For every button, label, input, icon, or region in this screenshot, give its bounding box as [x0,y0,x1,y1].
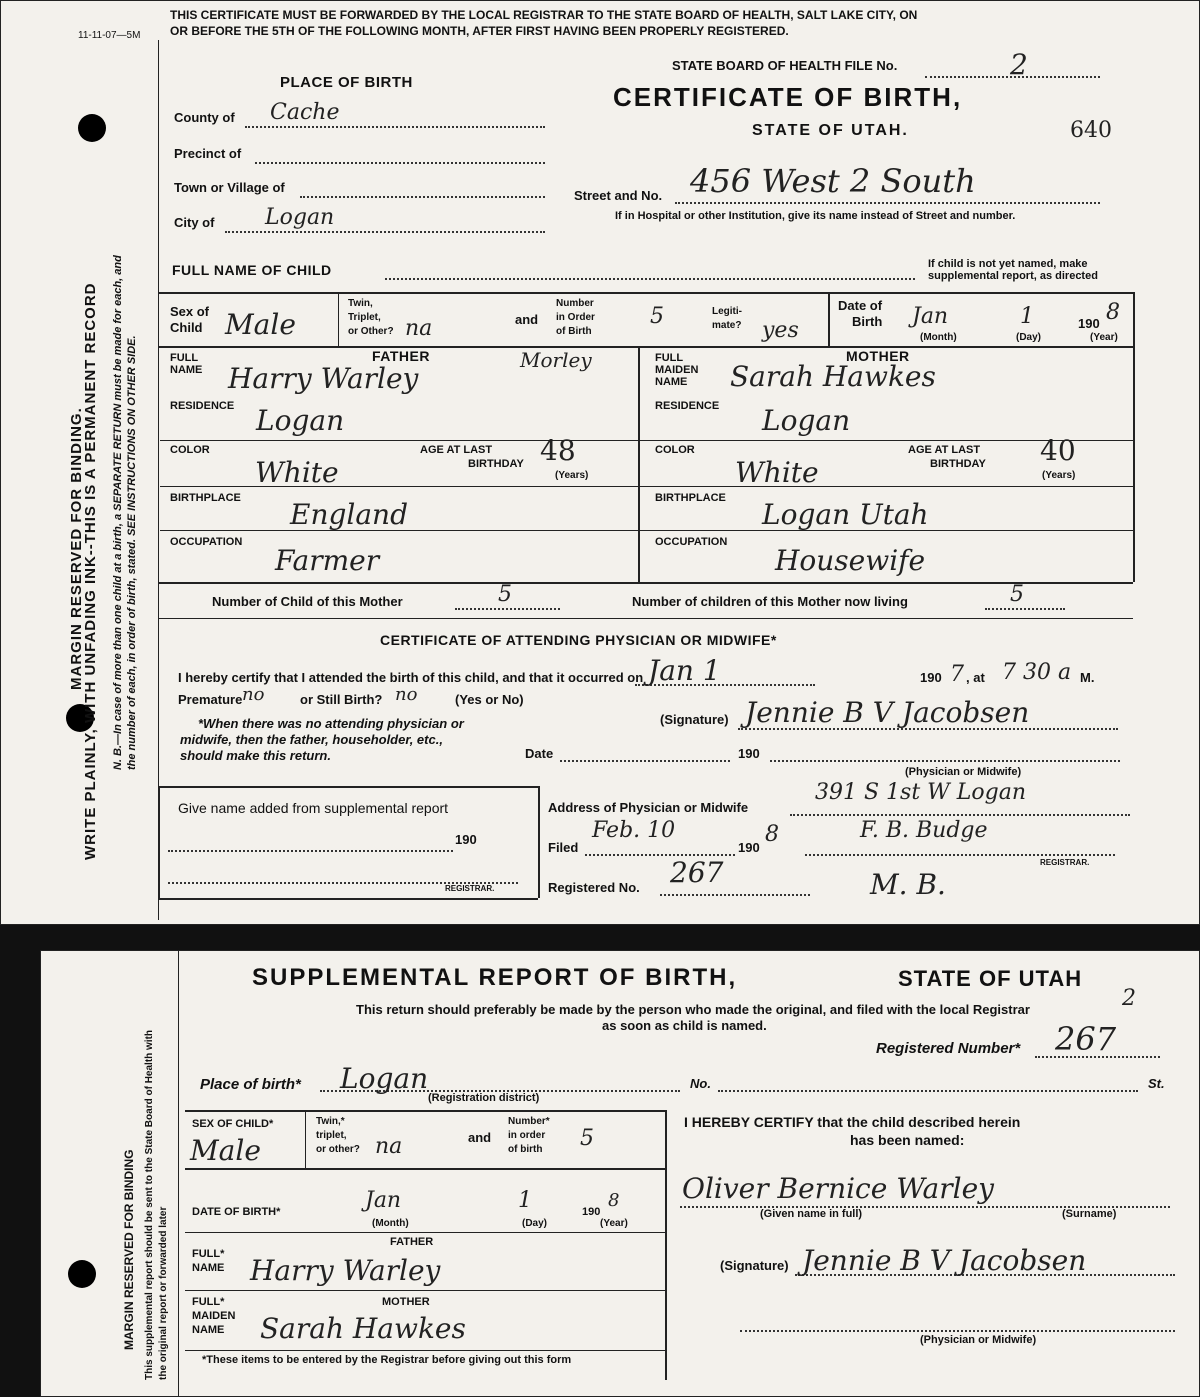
day-label: (Day) [522,1218,548,1229]
mother-color-label: COLOR [655,444,695,456]
dob-year-value: 8 [1106,300,1120,325]
certify-text: I hereby certify that I attended the birth of this child, and that it occurred on [178,670,644,685]
order-label-2: in Order [556,312,595,323]
dob-year-prefix: 190 [1078,316,1100,331]
registrar-signature: F. B. Budge [860,818,988,843]
binding-hole [68,1260,96,1288]
order-label-1: Number [556,298,594,309]
registrar-label: REGISTRAR. [1040,858,1090,867]
sex-label: SEX OF CHILD* [192,1118,274,1130]
pob-label: Place of birth* [200,1076,301,1093]
hospital-note: If in Hospital or other Institution, give its name instead of Street and number. [615,210,1016,222]
father-color: White [255,456,339,489]
surname-label: (Surname) [1062,1208,1117,1220]
dob-day: 1 [518,1188,532,1213]
month-label: (Month) [372,1218,409,1229]
father-age: 48 [540,434,576,467]
dob-label-2: Birth [852,314,883,329]
date-label: Date [525,746,554,761]
twin-label-1: Twin,* [316,1116,345,1127]
father-age-label-2: BIRTHDAY [468,458,524,470]
supplemental-margin-note-2: the original report or forwarded later [158,1206,169,1380]
registered-number-label: Registered Number* [876,1040,1021,1057]
mother-residence: Logan [762,404,851,437]
num-living-label: Number of children of this Mother now living [632,594,908,609]
certify-date: Jan 1 [648,654,721,687]
sex-value: Male [190,1134,261,1167]
registered-no-value: 267 [670,856,724,889]
order-value: 5 [650,304,664,329]
mother-residence-label: RESIDENCE [655,400,720,412]
mother-name: Sarah Hawkes [260,1312,466,1345]
precinct-label: Precinct of [174,146,242,161]
still-birth-value: no [395,684,418,705]
physician-address: 391 S 1st W Logan [815,780,1026,805]
st-label: St. [1148,1076,1165,1091]
mother-years-label: (Years) [1042,470,1076,481]
write-plainly-text: WRITE PLAINLY, WITH UNFADING INK--THIS IS A PERMANENT RECORD [82,282,99,860]
city-label: City of [174,215,215,230]
given-name-label: (Given name in full) [760,1208,863,1220]
dob-year: 8 [608,1190,620,1211]
certify-line-2: has been named: [850,1132,965,1148]
certificate-title: CERTIFICATE OF BIRTH, [613,82,963,112]
supplemental-name-label: Give name added from supplemental report [178,800,449,816]
twin-label-2: triplet, [316,1130,347,1141]
mother-birthplace-label: BIRTHPLACE [655,492,726,504]
and-label: and [515,312,539,327]
num-child-label: Number of Child of this Mother [212,594,403,609]
note-line-1: *When there was no attending physician or [198,716,464,731]
father-occupation: Farmer [275,544,380,577]
registration-district-label: (Registration district) [428,1092,540,1104]
file-no-label: STATE BOARD OF HEALTH FILE No. [672,58,898,73]
mother-name-label: NAME [192,1324,225,1336]
supplemental-intro-2: as soon as child is named. [602,1018,767,1033]
registered-number-value: 267 [1055,1020,1117,1058]
twin-label-2: Triplet, [348,312,381,323]
father-name-correction: Morley [520,348,592,372]
mother-age-label-1: AGE AT LAST [908,444,981,456]
margin-reserved-text: MARGIN RESERVED FOR BINDING [122,1149,136,1350]
county-value: Cache [270,100,340,125]
premature-label: Premature [178,692,243,707]
mother-birthplace: Logan Utah [762,498,929,531]
not-named-note-1: If child is not yet named, make [928,258,1088,270]
mother-name-label: NAME [655,376,688,388]
street-value: 456 West 2 South [690,162,976,200]
registrar-footnote: *These items to be entered by the Registrar before giving out this form [202,1354,572,1366]
mother-maiden-label: MAIDEN [655,364,699,376]
num-child-value: 5 [498,582,512,607]
place-of-birth-heading: PLACE OF BIRTH [280,74,413,91]
filed-year-prefix: 190 [738,840,760,855]
physician-signature: Jennie B V Jacobsen [745,696,1030,729]
physician-midwife-label: (Physician or Midwife) [905,766,1022,778]
child-name: Oliver Bernice Warley [682,1172,994,1205]
city-value: Logan [265,205,335,230]
still-birth-label: or Still Birth? [300,692,383,707]
supplemental-state: STATE OF UTAH [898,966,1083,991]
note-line-2: midwife, then the father, householder, etc., [180,732,443,747]
mother-occupation: Housewife [775,544,926,577]
father-name: Harry Warley [250,1254,441,1287]
year-label: (Year) [600,1218,628,1229]
num-living-value: 5 [1010,582,1024,607]
mother-name: Sarah Hawkes [730,360,936,393]
order-label-3: of Birth [556,326,592,337]
street-no-label: No. [690,1076,711,1091]
signature-label: (Signature) [720,1258,789,1273]
mother-maiden-label: MAIDEN [192,1310,236,1322]
state-subtitle: STATE OF UTAH. [752,122,909,139]
supplemental-margin-note-1: This supplemental report should be sent to the State Board of Health with [144,1029,155,1380]
legit-label-1: Legiti- [712,306,742,317]
order-label-1: Number* [508,1116,550,1127]
father-birthplace-label: BIRTHPLACE [170,492,241,504]
sex-value: Male [225,308,296,341]
county-label: County of [174,110,235,125]
mother-header: MOTHER [846,348,910,364]
order-label-2: in order [508,1130,546,1141]
twin-value: na [405,316,433,341]
physician-cert-header: CERTIFICATE OF ATTENDING PHYSICIAN OR MIDWIFE* [380,632,777,648]
mother-header: MOTHER [382,1296,430,1308]
mother-occupation-label: OCCUPATION [655,536,728,548]
and-label: and [468,1130,492,1145]
twin-label-3: or other? [316,1144,360,1155]
clerk-initials: M. B. [870,868,946,901]
sex-label-1: Sex of [170,304,210,319]
mother-color: White [735,456,819,489]
full-name-label: FULL NAME OF CHILD [172,262,332,278]
supplemental-year-prefix: 190 [455,832,477,847]
physician-address-label: Address of Physician or Midwife [548,800,749,815]
father-header: FATHER [372,348,430,364]
note-line-3: should make this return. [180,748,331,763]
twin-label-1: Twin, [348,298,373,309]
father-residence-label: RESIDENCE [170,400,235,412]
father-header: FATHER [390,1236,434,1248]
forwarding-notice-1: THIS CERTIFICATE MUST BE FORWARDED BY THE LOCAL REGISTRAR TO THE STATE BOARD OF HEALTH, SALT LAKE CITY, ON [170,8,918,22]
dob-day: 1 [1020,304,1034,329]
month-label: (Month) [920,332,957,343]
file-no-value: 2 [1010,48,1028,81]
certify-year: 7 [950,662,964,687]
supplemental-intro-1: This return should preferably be made by the person who made the original, and filed with the local Registrar [356,1002,1030,1017]
certify-year-prefix: 190 [920,670,942,685]
order-value: 5 [580,1126,594,1151]
day-label: (Day) [1016,332,1042,343]
dob-month: Jan [365,1188,402,1213]
dob-month: Jan [912,304,949,329]
physician-midwife-label: (Physician or Midwife) [920,1334,1037,1346]
twin-label-3: or Other? [348,326,394,337]
certify-m-label: M. [1080,670,1095,685]
father-full-label: FULL* [192,1248,225,1260]
father-residence: Logan [256,404,345,437]
mother-age: 40 [1040,434,1076,467]
signature-label: (Signature) [660,712,729,727]
father-birthplace: England [290,498,409,531]
father-name-label: NAME [192,1262,225,1274]
order-label-3: of birth [508,1144,543,1155]
margin-number: 640 [1070,118,1112,143]
father-occupation-label: OCCUPATION [170,536,243,548]
premature-value: no [242,684,265,705]
certify-at-label: , at [966,670,985,685]
dob-label: DATE OF BIRTH* [192,1206,281,1218]
year-label: (Year) [1090,332,1118,343]
registered-no-label: Registered No. [548,880,640,895]
father-color-label: COLOR [170,444,210,456]
mother-age-label-2: BIRTHDAY [930,458,986,470]
form-code: 11-11-07—5M [78,30,141,41]
not-named-note-2: supplemental report, as directed [928,270,1098,282]
dob-label-1: Date of [838,298,883,313]
father-full-label: FULL [170,352,199,364]
twin-value: na [375,1134,403,1159]
forwarding-notice-2: OR BEFORE THE 5TH OF THE FOLLOWING MONTH, AFTER FIRST HAVING BEEN PROPERLY REGISTERED. [170,24,789,38]
yes-no-label: (Yes or No) [455,692,524,707]
town-label: Town or Village of [174,180,285,195]
nb-instruction-2: the number of each, in order of birth, stated. SEE INSTRUCTIONS ON OTHER SIDE. [126,335,138,770]
father-name: Harry Warley [228,362,419,395]
filed-year: 8 [765,822,779,847]
supplemental-report [40,950,1200,1397]
physician-signature: Jennie B V Jacobsen [802,1244,1087,1277]
father-years-label: (Years) [555,470,589,481]
father-name-label: NAME [170,364,203,376]
filed-label: Filed [548,840,579,855]
date-year-prefix: 190 [738,746,760,761]
registrar-small-label: REGISTRAR. [445,884,495,893]
legit-label-2: mate? [712,320,742,331]
mother-full-label: FULL [655,352,684,364]
mother-full-label: FULL* [192,1296,225,1308]
certify-line-1: I HEREBY CERTIFY that the child described herein [684,1114,1021,1130]
certify-time: 7 30 a [1002,660,1072,685]
corner-number: 2 [1122,986,1136,1011]
binding-hole [78,114,106,142]
filed-value: Feb. 10 [592,818,676,843]
margin-reserved-text: MARGIN RESERVED FOR BINDING. [68,407,85,690]
father-age-label-1: AGE AT LAST [420,444,493,456]
supplemental-title: SUPPLEMENTAL REPORT OF BIRTH, [252,964,738,991]
sex-label-2: Child [170,320,203,335]
nb-instruction-1: N. B.—In case of more than one child at a birth, a SEPARATE RETURN must be made for each, and [112,255,124,770]
pob-value: Logan [340,1062,429,1095]
legit-value: yes [762,318,799,343]
dob-year-prefix: 190 [582,1206,601,1218]
street-label: Street and No. [574,188,663,203]
